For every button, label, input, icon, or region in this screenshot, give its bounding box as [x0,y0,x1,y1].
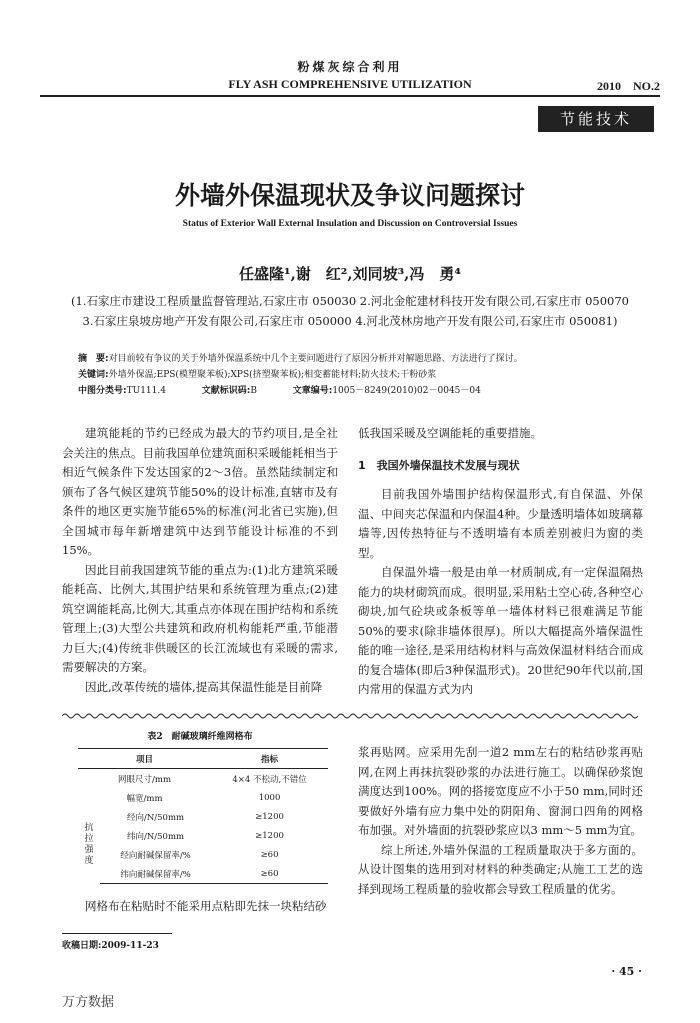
table-row [78,807,328,826]
affiliation-line-1: (1.石家庄市建设工程质量监督管理站,石家庄市 050030 2.河北金舵建材科技开发有限公司,石家庄市 050070 [70,294,629,308]
classification-line [78,384,648,398]
table-group-label [78,807,100,884]
article-title-en: Status of Exterior Wall External Insulation and Discussion on Controversial Issues [182,219,518,229]
clc-value: TU111.4 [126,386,166,396]
body-paragraph: 自保温外墙一般是由单一材质制成,有一定保温隔热能力的块材砌筑而成。很明显,采用粘土空心砖,各种空心砌块,加气砼块或条板等单一墙体材料已很难满足节能50%的要求(除非墙体很厚)。所以大幅提高外墙保温性能的唯一途径,是采用结构材料与高效保温材料结合而成的复合墙体(即后3种保温形式)。20世纪90年代以前,国内常用的保温方式为内 [358,565,643,696]
abstract-label: 摘 要: [78,354,109,364]
journal-title-cn: 粉煤灰综合利用 [297,60,403,74]
affiliation-line-2: 3.石家庄泉坡房地产开发有限公司,石家庄市 050000 4.河北茂林房地产开发有限公司,石家庄市 050081) [82,314,618,328]
mesh-spec-table [78,748,328,884]
body-paragraph [62,897,338,917]
group-label-text: 抗 拉 强 度 [84,823,94,867]
article-no-label: 文章编号: [292,386,333,396]
body-paragraph: 因此,改革传统的墙体,提高其保温性能是目前降 [85,679,323,694]
table-header-row [78,749,328,769]
section-tag: 节能技术 [538,106,654,132]
table-cell: ≥60 [260,849,279,860]
table-caption: 表2 耐碱玻璃纤维网格布 [147,732,253,742]
table-row [78,864,328,884]
abstract [78,352,648,366]
journal-title-en: FLY ASH COMPREHENSIVE UTILIZATION [228,77,472,91]
wavy-divider [62,712,642,720]
footnote-rule [62,933,172,934]
left-column [62,424,338,697]
table-row [78,788,328,807]
clc-label: 中图分类号: [78,386,127,396]
table-cell: 幅宽/mm [126,793,163,804]
table-cell: 经向/N/50mm [126,812,185,823]
section-heading-1: 1 我国外墙保温技术发展与现状 [358,458,520,472]
doc-code-label: 文献标识码: [201,386,251,396]
article-title: 外墙外保温现状及争议问题探讨 [174,181,525,210]
right-column [358,424,643,700]
keywords-label: 关键词: [78,370,109,380]
table-cell: 纬向/N/50mm [126,831,185,842]
body-paragraph: 浆再贴网。应采用先刮一道2 mm左右的粘结砂浆再贴网,在网上再抹抗裂砂浆的办法进行施工。以确保砂浆饱满度达到100%。网的搭接宽度应不小于50 mm,同时还要做好外墙有应力集中处的阴阳角、窗洞口四角的网格布加强。对外墙面的抗裂砂浆应以3 mm～5 mm为宜。 [358,745,643,837]
body-paragraph: 建筑能耗的节约已经成为最大的节约项目,是全社会关注的焦点。目前我国单位建筑面积采暖能耗相当于相近气候条件下发达国家的2～3倍。虽然陆续制定和颁布了各气候区建筑节能50%的设计标准,直辖市及有条件的地区更实施节能65%的标准(河北省已实施),但全国城市每年新增建筑中达到节能设计标准的不到15%。 [62,426,338,557]
issue-number: 2010 NO.2 [596,79,660,93]
right-column-lower [358,743,643,899]
table-cell: 经向耐碱保留率/% [120,850,191,861]
table-row [78,769,328,789]
doc-code-value: B [250,386,257,396]
body-paragraph-text: 网格布在粘贴时不能采用点粘即先抹一块粘结砂 [85,899,327,913]
table-cell: ≥1200 [255,811,284,822]
body-paragraph: 目前我国外墙围护结构保温形式,有自保温、外保温、中间夹芯保温和内保温4种。少量透明墙体如玻璃幕墙等,因传热特征与不透明墙有本质差别被归为窗的类型。 [358,487,643,560]
table-row [78,845,328,864]
page-number: · 45 · [611,965,642,978]
table-cell: 纬向耐碱保留率/% [100,864,211,884]
body-paragraph: 低我国采暖及空调能耗的重要措施。 [358,426,542,440]
table-cell: ≥60 [211,864,328,884]
header-rule [40,95,660,97]
keywords [78,368,648,382]
table-cell: ≥1200 [255,830,284,841]
table-cell: 4×4 不松动,不错位 [232,774,307,785]
table-cell: 网眼尺寸/mm [118,774,172,785]
author-list: 任盛隆¹,谢 红²,刘同坡³,冯 勇⁴ [239,265,461,283]
article-no-value: 1005－8249(2010)02－0045－04 [332,386,481,396]
table-cell: 1000 [258,792,281,803]
table-header-cell: 指标 [211,749,328,769]
watermark: 万方数据 [62,995,115,1010]
body-paragraph: 因此目前我国建筑节能的重点为:(1)北方建筑采暖能耗高、比例大,其围护结果和系统管理为重点;(2)建筑空调能耗高,比例大,其重点亦体现在围护结构和系统管理上;(3)大型公共建筑和政府机构能耗严重,节能潜力巨大;(4)传统非供暖区的长江流域也有采暖的需求,需要解决的方案。 [62,562,338,674]
keywords-text: 外墙外保温;EPS(模塑聚苯板);XPS(挤塑聚苯板);相变蓄能材料;防火技术;干粉砂浆 [108,370,437,380]
table-header-cell: 项目 [78,749,211,769]
abstract-text: 对目前较有争议的关于外墙外保温系统中几个主要问题进行了原因分析并对解题思路、方法进行了探讨。 [108,354,523,364]
table-row [78,826,328,845]
received-date: 收稿日期:2009-11-23 [62,941,159,951]
body-paragraph: 综上所述,外墙外保温的工程质量取决于多方面的。从设计图集的选用到对材料的种类确定;从施工工艺的选择到现场工程质量的验收都会导致工程质量的优劣。 [358,842,643,896]
